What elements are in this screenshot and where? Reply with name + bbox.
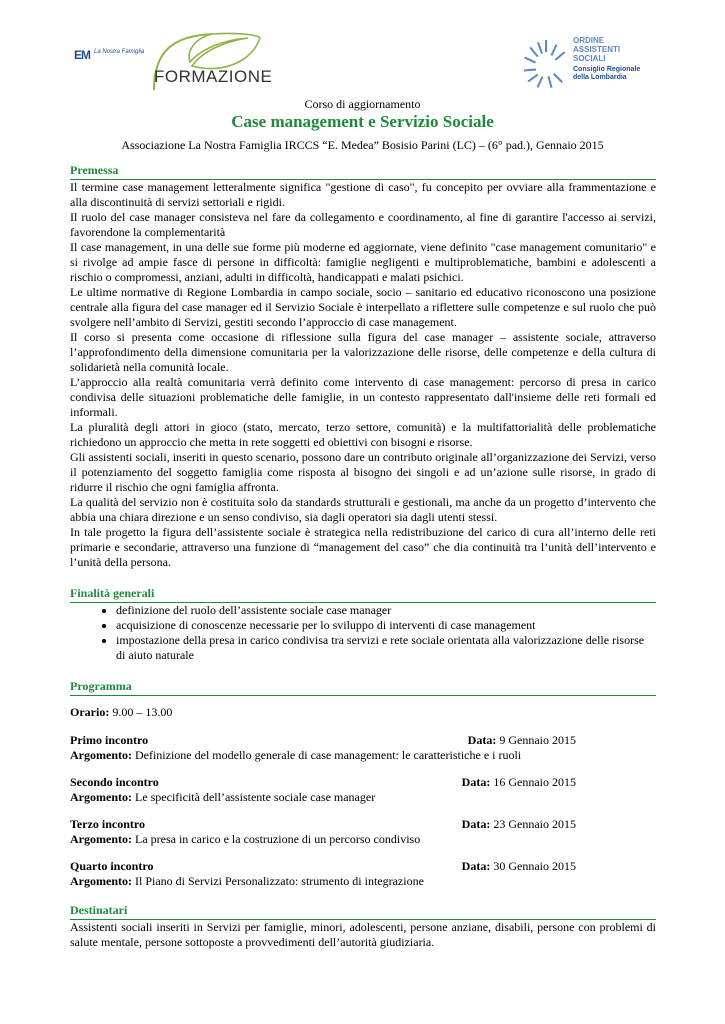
orario-value: 9.00 – 13.00: [109, 705, 173, 719]
premessa-heading: Premessa: [70, 163, 656, 180]
meeting-date: 23 Gennaio 2015: [490, 817, 576, 831]
data-label: Data:: [461, 817, 491, 831]
argomento-label: Argomento:: [70, 874, 132, 888]
argomento-label: Argomento:: [70, 790, 132, 804]
meeting-header: [70, 775, 576, 790]
meeting-topic-line: [70, 832, 656, 847]
data-label: Data:: [461, 775, 491, 789]
meeting-topic: Le specificità dell’assistente sociale case manager: [131, 790, 376, 804]
paragraph: Il termine case management letteralmente significa "gestione di caso", fu concepito per ovviare alla frammentazione e alla discontinuità di servizi settoriali e rigidi.: [70, 180, 656, 209]
meeting-topic-line: [70, 874, 656, 889]
meeting-date-group: [468, 733, 576, 748]
meeting-topic: Il Piano di Servizi Personalizzato: strumento di integrazione: [131, 874, 424, 888]
paragraph: Le ultime normative di Regione Lombardia in campo sociale, socio – sanitario ed educativo riconoscono una posizione centrale alla figura del case manager ed il Servizio Sociale è interpellato a riflettere sulle competenze e sul ruolo che può svolgere nell’ambito di Servizi, gestiti secondo l’approccio di case management.: [70, 285, 656, 329]
meeting-date-group: [462, 775, 576, 790]
em-mark: EM: [74, 48, 90, 62]
programma-heading: Programma: [70, 679, 656, 696]
meeting-block: [70, 817, 656, 847]
paragraph: Il corso si presenta come occasione di riflessione sulla figura del case manager – assistente sociale, attraverso l’approfondimento della dimensione comunitaria per la valorizzazione delle risorse, delle competenze e della cultura di solidarietà nella comunità locale.: [70, 330, 656, 374]
course-location: Associazione La Nostra Famiglia IRCCS “E. Medea” Bosisio Parini (LC) – (6° pad.), Gennaio 2015: [121, 138, 604, 152]
meeting-header: [70, 733, 576, 748]
meeting-topic: Definizione del modello generale di case management: le caratteristiche e i ruoli: [131, 748, 522, 762]
finalita-list: [70, 603, 656, 663]
paragraph: La pluralità degli attori in gioco (stato, mercato, terzo settore, comunità) e la multifattorialità delle problematiche richiedono un approccio che metta in rete soggetti ed obiettivi con bisogni e risorse.: [70, 420, 656, 449]
meeting-date: 9 Gennaio 2015: [496, 733, 576, 747]
meeting-date: 16 Gennaio 2015: [490, 775, 576, 789]
logo-consiglio-text: Consiglio Regionale della Lombardia: [573, 66, 641, 81]
meeting-topic-line: [70, 748, 656, 763]
paragraph: In tale progetto la figura dell’assistente sociale è strategica nella redistribuzione del carico di cura all’interno delle reti primarie e secondarie, attraverso una funzione di “management del caso” che dia continuità tra l’unità dell’intervento e l’unità della persona.: [70, 525, 656, 569]
premessa-text: [70, 180, 656, 570]
meeting-name: Terzo incontro: [70, 817, 145, 831]
meeting-name: Secondo incontro: [70, 775, 159, 789]
meeting-name: Primo incontro: [70, 733, 149, 747]
document-body: [70, 163, 656, 950]
argomento-label: Argomento:: [70, 832, 132, 846]
meeting-block: [70, 859, 656, 889]
paragraph: La qualità del servizio non è costituita solo da standards strutturali e gestionali, ma anche da un progetto d’intervento che abbia una chiara direzione e un senso condiviso, sia dagli operatori sia dagli utenti stessi.: [70, 495, 656, 524]
paragraph: Il case management, in una delle sue forme più moderne ed aggiornate, viene definito "case management comunitario" e si rivolge ad ampie fasce di persone in difficoltà: famiglie negligenti e multiproblematiche, bambini e adolescenti a rischio o compromessi, anziani, adulti in difficoltà, handicappati e malati psichici.: [70, 240, 656, 284]
meeting-header: [70, 817, 576, 832]
meeting-topic: La presa in carico e la costruzione di un percorso condiviso: [131, 832, 421, 846]
course-title: Case management e Servizio Sociale: [231, 112, 494, 131]
ordine-assistenti-logo: [523, 32, 653, 100]
logo-subtitle: La Nostra Famiglia: [94, 49, 145, 55]
course-kind: Corso di aggiornamento: [304, 97, 421, 111]
paragraph: Gli assistenti sociali, inseriti in questo scenario, possono dare un contributo originale all’organizzazione dei Servizi, verso il potenziamento del soggetto famiglia come risposta al bisogno dei singoli e ad un’azione sulle risorse, in grado di ridurre il rischio che ogni famiglia affronta.: [70, 450, 656, 494]
meeting-topic-line: [70, 790, 656, 805]
list-item: • acquisizione di conoscenze necessarie per lo sviluppo di interventi di case management: [116, 618, 656, 633]
meeting-name: Quarto incontro: [70, 859, 154, 873]
list-item: • impostazione della presa in carico condivisa tra servizi e rete sociale orientata alla valorizzazione delle risorse di aiuto naturale: [116, 633, 656, 663]
orario-label: Orario:: [70, 705, 110, 719]
spiral-mark-icon: [523, 36, 571, 94]
logo-ordine-text: ORDINE ASSISTENTI SOCIALI: [573, 36, 621, 63]
meeting-date: 30 Gennaio 2015: [490, 859, 576, 873]
argomento-label: Argomento:: [70, 748, 132, 762]
paragraph: L’approccio alla realtà comunitaria verrà definito come intervento di case management: percorso di presa in carico condivisa delle situazioni problematiche delle famiglie, in un contesto rappresentato dall'insieme delle reti formali ed informali.: [70, 375, 656, 419]
meeting-block: [70, 775, 656, 805]
meeting-block: [70, 733, 656, 763]
logo-name: FORMAZIONE: [154, 67, 273, 86]
data-label: Data:: [467, 733, 497, 747]
meeting-header: [70, 859, 576, 874]
data-label: Data:: [461, 859, 491, 873]
list-item: • definizione del ruolo dell’assistente sociale case manager: [116, 603, 656, 618]
paragraph: Il ruolo del case manager consisteva nel fare da collegamento e coordinamento, al fine di garantire l'accesso ai servizi, favorendone la complementarità: [70, 210, 656, 239]
meeting-date-group: [462, 817, 576, 832]
finalita-heading: Finalità generali: [70, 586, 656, 603]
orario-line: [70, 705, 656, 720]
destinatari-heading: Destinatari: [70, 903, 656, 920]
meeting-date-group: [462, 859, 576, 874]
destinatari-text: Assistenti sociali inseriti in Servizi per famiglie, minori, adolescenti, persone anziane, disabili, persone con problemi di salute mentale, persone sottoposte a provvedimenti dell’autorità giudiziaria.: [70, 920, 656, 949]
formazione-logo: [74, 32, 273, 94]
